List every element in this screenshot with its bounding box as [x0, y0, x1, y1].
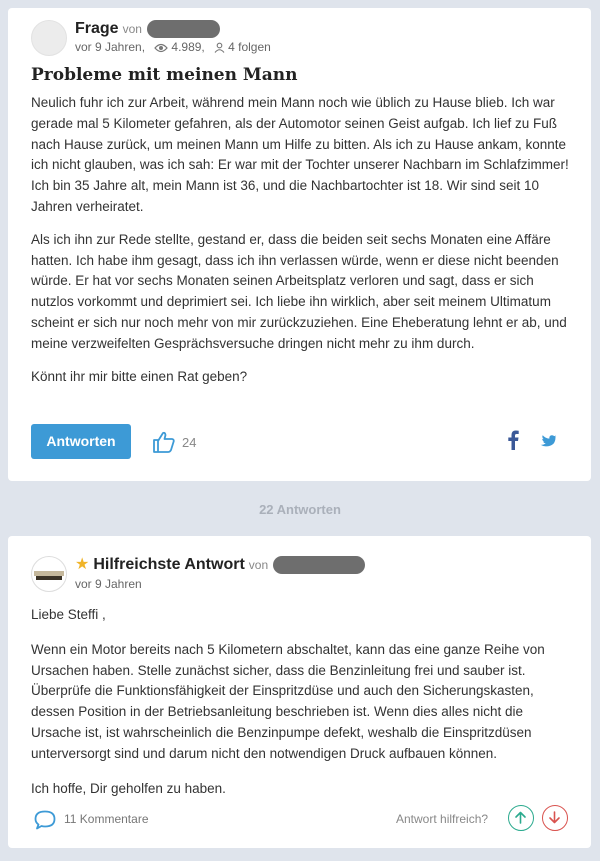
answer-age: vor 9 Jahren: [75, 577, 142, 591]
facebook-icon[interactable]: [506, 430, 520, 455]
comments-link[interactable]: 11 Kommentare: [64, 812, 149, 826]
like-count: 24: [182, 435, 197, 450]
star-icon: ★: [75, 556, 90, 573]
answer-body: [31, 605, 571, 811]
question-role-label: Frage: [75, 20, 119, 37]
answers-count-label: 22 Antworten: [259, 502, 341, 517]
vote-up-button[interactable]: [508, 805, 534, 831]
redacted-username: [273, 556, 365, 574]
question-stats: [75, 39, 271, 57]
views-count: 4.989,: [171, 40, 205, 54]
answer-paragraph: Liebe Steffi ,: [31, 607, 106, 622]
eye-icon: [154, 41, 168, 57]
person-icon: [214, 41, 225, 57]
by-label: von: [122, 22, 142, 36]
question-title: Probleme mit meinen Mann: [31, 65, 298, 85]
question-paragraph: Als ich ihn zur Rede stellte, gestand er, dass die beiden seit sechs Monaten eine Affäre hatten. Ich habe ihm gesagt, dass ich ihn verlassen würde, wenn er diese nicht beenden würde. Er hat vor sechs Monaten seinen Arbeitsplatz verloren und sagt, dass er sich nutzlos vorkommt und deprimiert sei. Ich liebe ihn wirklich, aber seit meinem Ultimatum scheint er sich nur noch mehr von mir zurückzuziehen. Eine Eheberatung lehnt er ab, und meine verzweifelten Gesprächsversuche dringen nicht mehr zu ihm durch.: [31, 231, 567, 351]
question-author-line: [75, 19, 220, 39]
arrow-up-icon: [514, 811, 527, 824]
helpful-label: Antwort hilfreich?: [396, 812, 489, 826]
twitter-icon[interactable]: [540, 432, 560, 454]
arrow-down-icon: [548, 811, 561, 824]
question-card: [8, 8, 591, 481]
thumbs-up-icon[interactable]: [152, 431, 176, 458]
question-paragraph: Neulich fuhr ich zur Arbeit, während mein Mann noch wie üblich zu Hause blieb. Ich war gerade mal 5 Kilometer gefahren, als der Automotor seinen Geist aufgab. Ich lief zu Fuß nach Hause zurück, um meinen Mann um Hilfe zu bitten. Als ich zu Hause ankam, konnte ich nicht glauben, was ich sah: Er war mit der Tochter unserer Nachbarn im Schlafzimmer! Ich bin 35 Jahre alt, mein Mann ist 36, und die Nachbartochter ist 18. Wir sind seit 10 Jahren verheiratet.: [31, 95, 569, 214]
best-answer-card: [8, 536, 591, 848]
comment-bubble-icon[interactable]: [34, 810, 56, 835]
answer-author-line: [75, 555, 365, 575]
question-paragraph: Könnt ihr mir bitte einen Rat geben?: [31, 368, 248, 384]
answerer-avatar[interactable]: [31, 556, 67, 592]
answer-paragraph: Ich hoffe, Dir geholfen zu haben.: [31, 780, 226, 796]
followers-count[interactable]: 4 folgen: [228, 40, 271, 54]
answer-paragraph: Wenn ein Motor bereits nach 5 Kilometern abschaltet, kann das eine ganze Reihe von Ursachen haben. Stelle zunächst sicher, dass die Benzinleitung frei und sauber ist. Überprüfe die Funktionsfähigkeit der Einspritzdüse und auch den Sicherungskasten, dessen Position in der Betriebsanleitung beschrieben ist. Wenn dies alles nicht die Ursache ist, ist wahrscheinlich die Benzinpumpe defekt, weshalb die Einspritzdüsen unterversorgt sind und darum nicht den notwendigen Druck aufbauen können.: [31, 641, 545, 761]
asker-avatar[interactable]: [31, 20, 67, 56]
question-age: vor 9 Jahren,: [75, 40, 146, 54]
by-label: von: [248, 558, 269, 572]
best-answer-label: Hilfreichste Antwort: [93, 556, 245, 573]
vote-down-button[interactable]: [542, 805, 568, 831]
answer-button[interactable]: Antworten: [31, 424, 131, 459]
redacted-username: [147, 20, 220, 38]
question-body: [31, 93, 571, 399]
